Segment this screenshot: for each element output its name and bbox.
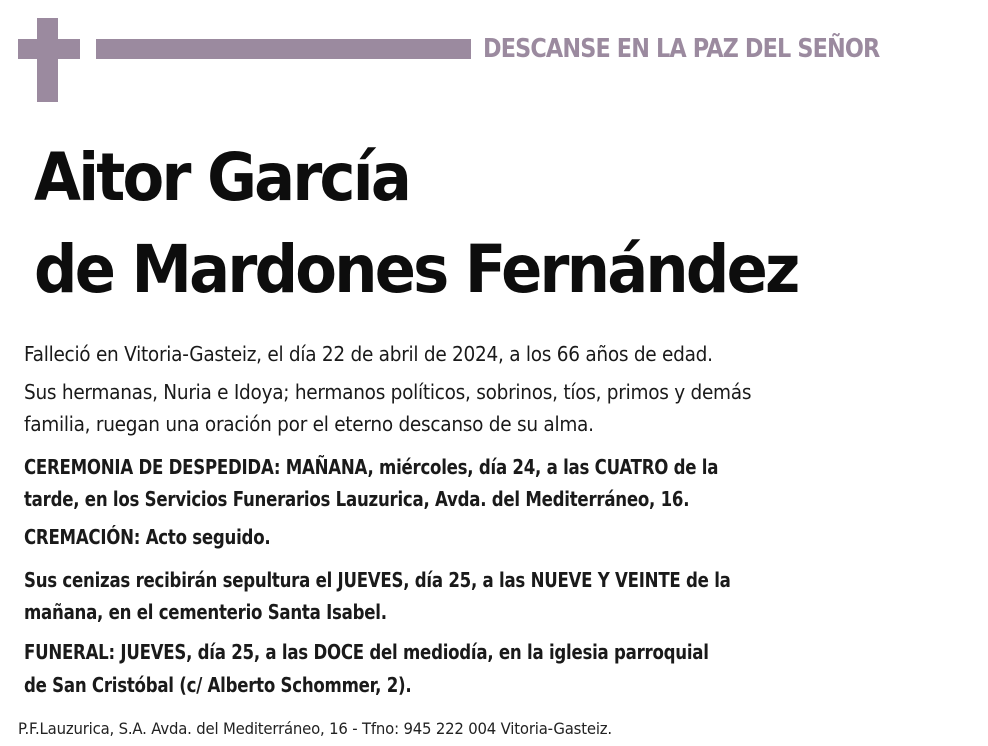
ceremony-line-2: tarde, en los Servicios Funerarios Lauzurica, Avda. del Mediterráneo, 16. — [24, 487, 690, 511]
funeral-paragraph — [24, 636, 709, 702]
latin-cross-icon — [18, 18, 80, 102]
ashes-line-2: mañana, en el cementerio Santa Isabel. — [24, 600, 387, 624]
family-line-1: Sus hermanas, Nuria e Idoya; hermanos políticos, sobrinos, tíos, primos y demás — [24, 380, 752, 404]
funeral-home-footer: P.F.Lauzurica, S.A. Avda. del Mediterráneo, 16 - Tfno: 945 222 004 Vitoria-Gasteiz. — [18, 719, 612, 738]
ashes-line-1: Sus cenizas recibirán sepultura el JUEVES, día 25, a las NUEVE Y VEINTE de la — [24, 568, 731, 592]
cross-vertical-bar — [37, 18, 58, 102]
deceased-name-line-2: de Mardones Fernández — [34, 231, 798, 308]
family-line-2: familia, ruegan una oración por el eterno descanso de su alma. — [24, 412, 594, 436]
death-notice: Falleció en Vitoria-Gasteiz, el día 22 de abril de 2024, a los 66 años de edad. — [24, 342, 713, 366]
ceremony-paragraph — [24, 451, 718, 515]
ceremony-line-1: CEREMONIA DE DESPEDIDA: MAÑANA, miércoles, día 24, a las CUATRO de la — [24, 455, 719, 479]
ashes-paragraph — [24, 564, 731, 628]
cross-horizontal-bar — [18, 39, 80, 59]
funeral-line-1: FUNERAL: JUEVES, día 25, a las DOCE del mediodía, en la iglesia parroquial — [24, 640, 709, 664]
family-paragraph — [24, 376, 751, 440]
deceased-name-line-1: Aitor García — [34, 139, 410, 216]
cremation-paragraph: CREMACIÓN: Acto seguido. — [24, 525, 271, 549]
header-divider-bar — [96, 39, 471, 59]
deceased-name — [34, 132, 954, 316]
header-title: DESCANSE EN LA PAZ DEL SEÑOR — [483, 34, 880, 64]
funeral-line-2: de San Cristóbal (c/ Alberto Schommer, 2). — [24, 673, 412, 697]
